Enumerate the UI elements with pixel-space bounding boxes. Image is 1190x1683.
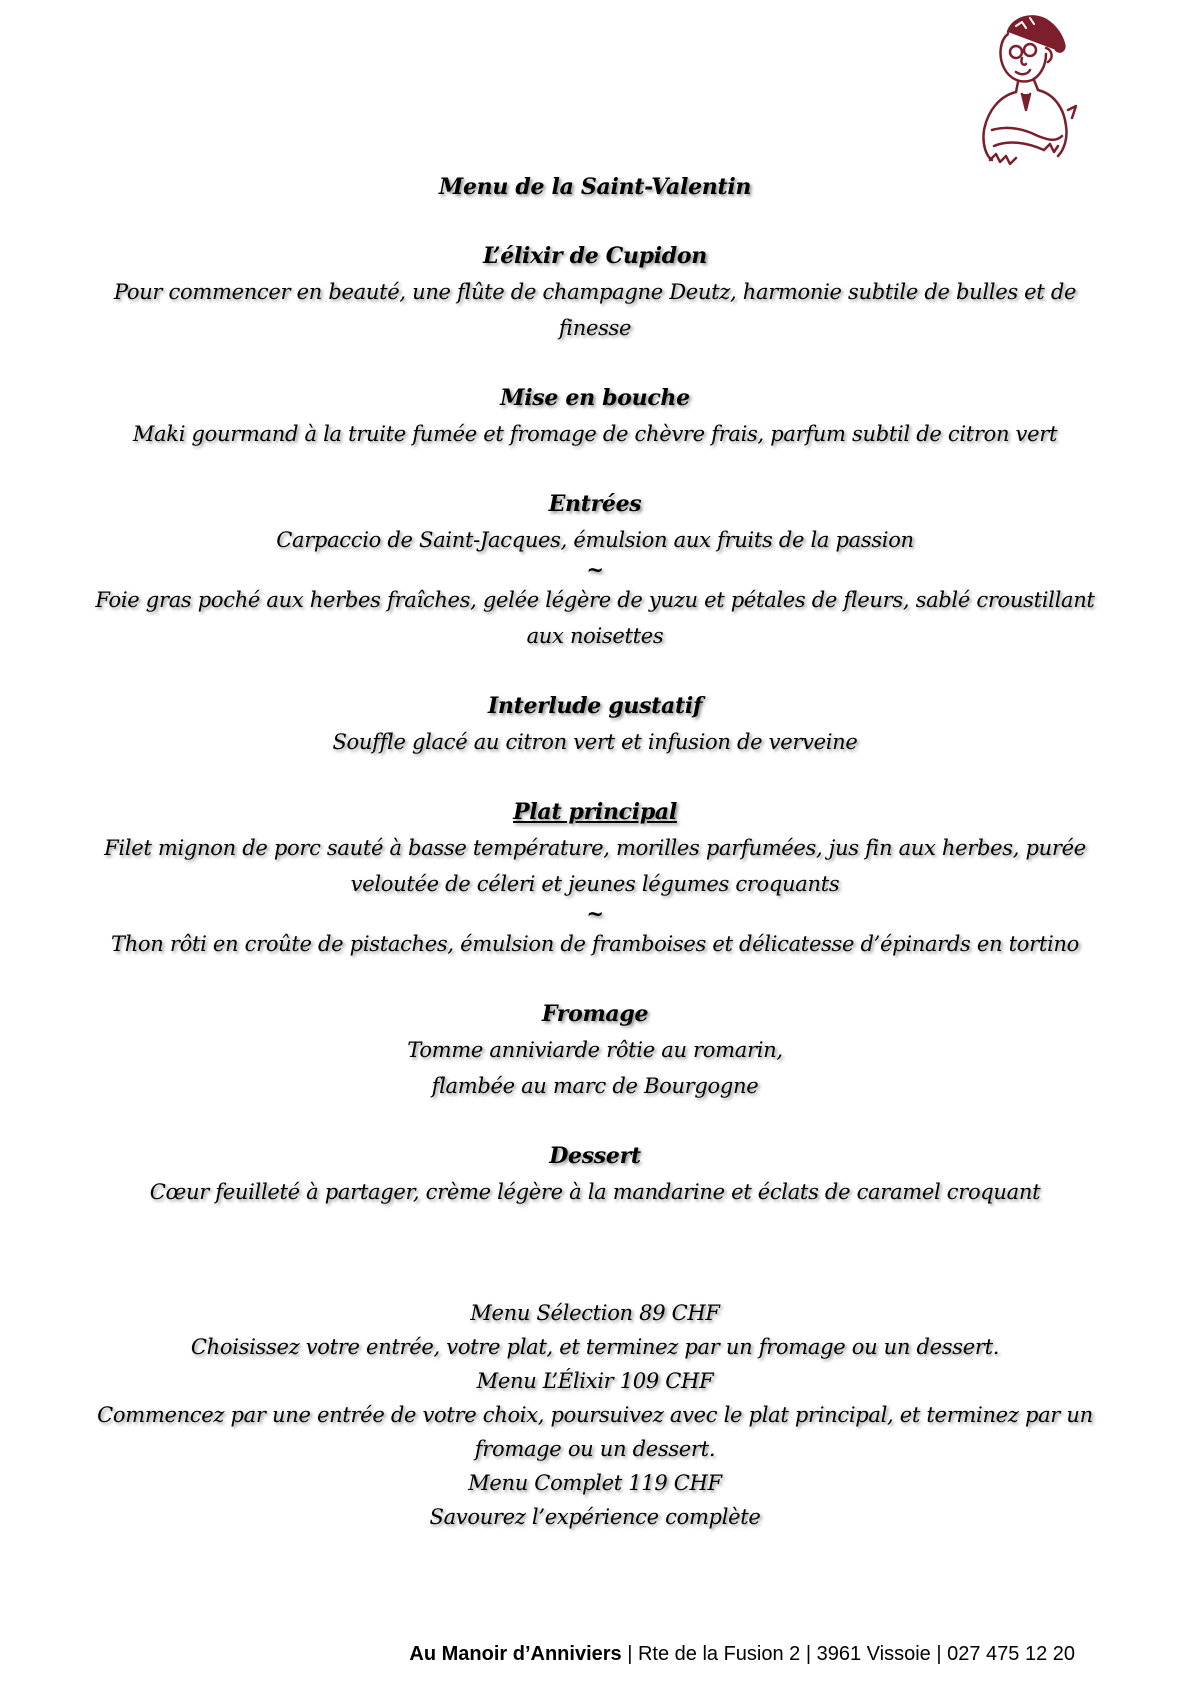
- course-description: Pour commencer en beauté, une flûte de champagne Deutz, harmonie subtile de bulles et de finesse: [113, 280, 1077, 340]
- course-mise-en-bouche: [0, 380, 1190, 452]
- menu-option-title: Menu Complet 119 CHF: [468, 1471, 722, 1495]
- menu-option-title: Menu L’Élixir 109 CHF: [476, 1369, 714, 1393]
- pricing-section: [0, 1296, 1190, 1534]
- course-description: Souffle glacé au citron vert et infusion de verveine: [332, 730, 858, 754]
- course-interlude: [0, 688, 1190, 760]
- menu-option-description: Commencez par une entrée de votre choix, poursuivez avec le plat principal, et terminez par un fromage ou un dessert.: [97, 1403, 1093, 1461]
- course-option: Foie gras poché aux herbes fraîches, gelée légère de yuzu et pétales de fleurs, sablé croustillant aux noisettes: [95, 588, 1095, 648]
- footer-separator: |: [930, 1643, 948, 1665]
- course-dessert: [0, 1138, 1190, 1210]
- chef-caricature-icon: [960, 10, 1080, 170]
- footer-phone: 027 475 12 20: [947, 1643, 1075, 1665]
- footer-contact: [409, 1643, 1075, 1666]
- footer-address: Rte de la Fusion 2: [637, 1643, 801, 1665]
- menu-title: Menu de la Saint-Valentin: [438, 174, 752, 200]
- footer-city: 3961 Vissoie: [816, 1643, 931, 1665]
- course-description: Cœur feuilleté à partager, crème légère à la mandarine et éclats de caramel croquant: [149, 1180, 1041, 1204]
- menu-content: [0, 170, 1190, 1534]
- restaurant-name: Au Manoir d’Anniviers: [409, 1643, 622, 1665]
- course-title: Fromage: [541, 1001, 649, 1027]
- option-separator: ~: [586, 901, 604, 926]
- course-entrees: [0, 486, 1190, 654]
- menu-option-description: Choisissez votre entrée, votre plat, et terminez par un fromage ou un dessert.: [190, 1335, 1000, 1359]
- course-elixir: [0, 238, 1190, 346]
- course-option: Thon rôti en croûte de pistaches, émulsion de framboises et délicatesse d’épinards en tortino: [111, 932, 1079, 956]
- course-title: Dessert: [549, 1143, 641, 1169]
- menu-option-title: Menu Sélection 89 CHF: [470, 1301, 720, 1325]
- course-title: Interlude gustatif: [487, 693, 703, 719]
- menu-option-description: Savourez l’expérience complète: [429, 1505, 761, 1529]
- course-fromage: [0, 996, 1190, 1104]
- course-option: Filet mignon de porc sauté à basse température, morilles parfumées, jus fin aux herbes, purée veloutée de céleri et jeunes légumes croquants: [104, 836, 1086, 896]
- footer-separator: |: [800, 1643, 817, 1665]
- course-title: Plat principal: [513, 799, 677, 825]
- course-option: Carpaccio de Saint-Jacques, émulsion aux fruits de la passion: [276, 528, 914, 552]
- course-description-line: flambée au marc de Bourgogne: [431, 1074, 759, 1098]
- footer-separator: |: [621, 1643, 638, 1665]
- course-title: Mise en bouche: [500, 385, 690, 411]
- course-title: Entrées: [548, 491, 642, 517]
- course-plat-principal: [0, 794, 1190, 962]
- course-title: L’élixir de Cupidon: [483, 243, 707, 269]
- course-description: Maki gourmand à la truite fumée et fromage de chèvre frais, parfum subtil de citron vert: [132, 422, 1058, 446]
- option-separator: ~: [586, 557, 604, 582]
- course-description-line: Tomme anniviarde rôtie au romarin,: [407, 1038, 783, 1062]
